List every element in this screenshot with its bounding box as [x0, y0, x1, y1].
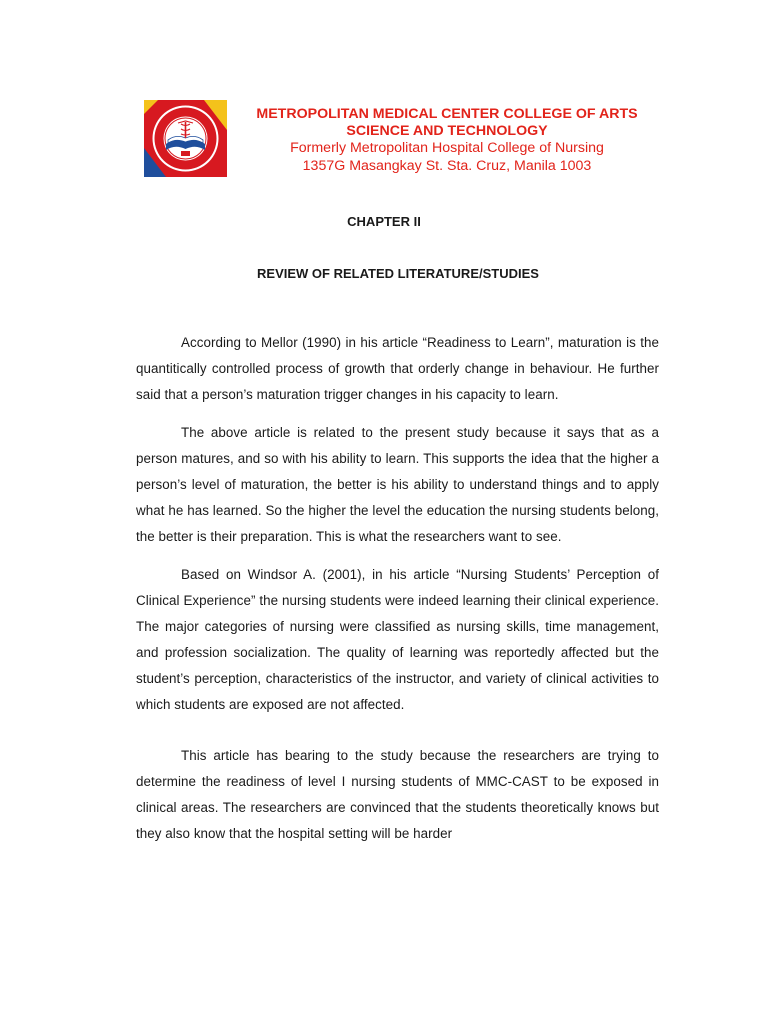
institution-name-line-1: METROPOLITAN MEDICAL CENTER COLLEGE OF ARTS: [256, 106, 638, 122]
address: 1357G Masangkay St. Sta. Cruz, Manila 1003: [302, 157, 592, 174]
paragraph: The above article is related to the present study because it says that as a person matures, and so with his ability to learn. This supports the idea that the higher a person’s level of maturation, the better is his ability to understand things and to apply what he has learned. So the higher the level the education the nursing students belong, the better is their preparation. This is what the researchers want to see.: [136, 425, 659, 544]
institution-name-line-2: SCIENCE AND TECHNOLOGY: [346, 123, 548, 139]
letterhead: [144, 100, 664, 180]
paragraph: Based on Windsor A. (2001), in his article “Nursing Students’ Perception of Clinical Experience” the nursing students were indeed learning their clinical experience. The major categories of nursing were classified as nursing skills, time management, and profession socialization. The quality of learning was reportedly affected but the student’s perception, characteristics of the instructor, and variety of clinical activities to which students are exposed are not affected.: [136, 567, 659, 712]
college-seal-icon: [144, 100, 227, 177]
body-text: [136, 330, 659, 847]
letterhead-text: [232, 106, 662, 175]
paragraph: This article has bearing to the study because the researchers are trying to determine the readiness of level I nursing students of MMC-CAST to be exposed in clinical areas. The researchers are convinced that the students theoretically knows but they also know that the hospital setting will be harder: [136, 748, 659, 841]
chapter-heading: CHAPTER II: [347, 214, 421, 229]
former-name: Formerly Metropolitan Hospital College of Nursing: [290, 140, 604, 156]
paragraph: According to Mellor (1990) in his article “Readiness to Learn”, maturation is the quantitically controlled process of growth that orderly change in behaviour. He further said that a person’s maturation trigger changes in his capacity to learn.: [136, 335, 659, 402]
section-title: REVIEW OF RELATED LITERATURE/STUDIES: [257, 266, 539, 281]
